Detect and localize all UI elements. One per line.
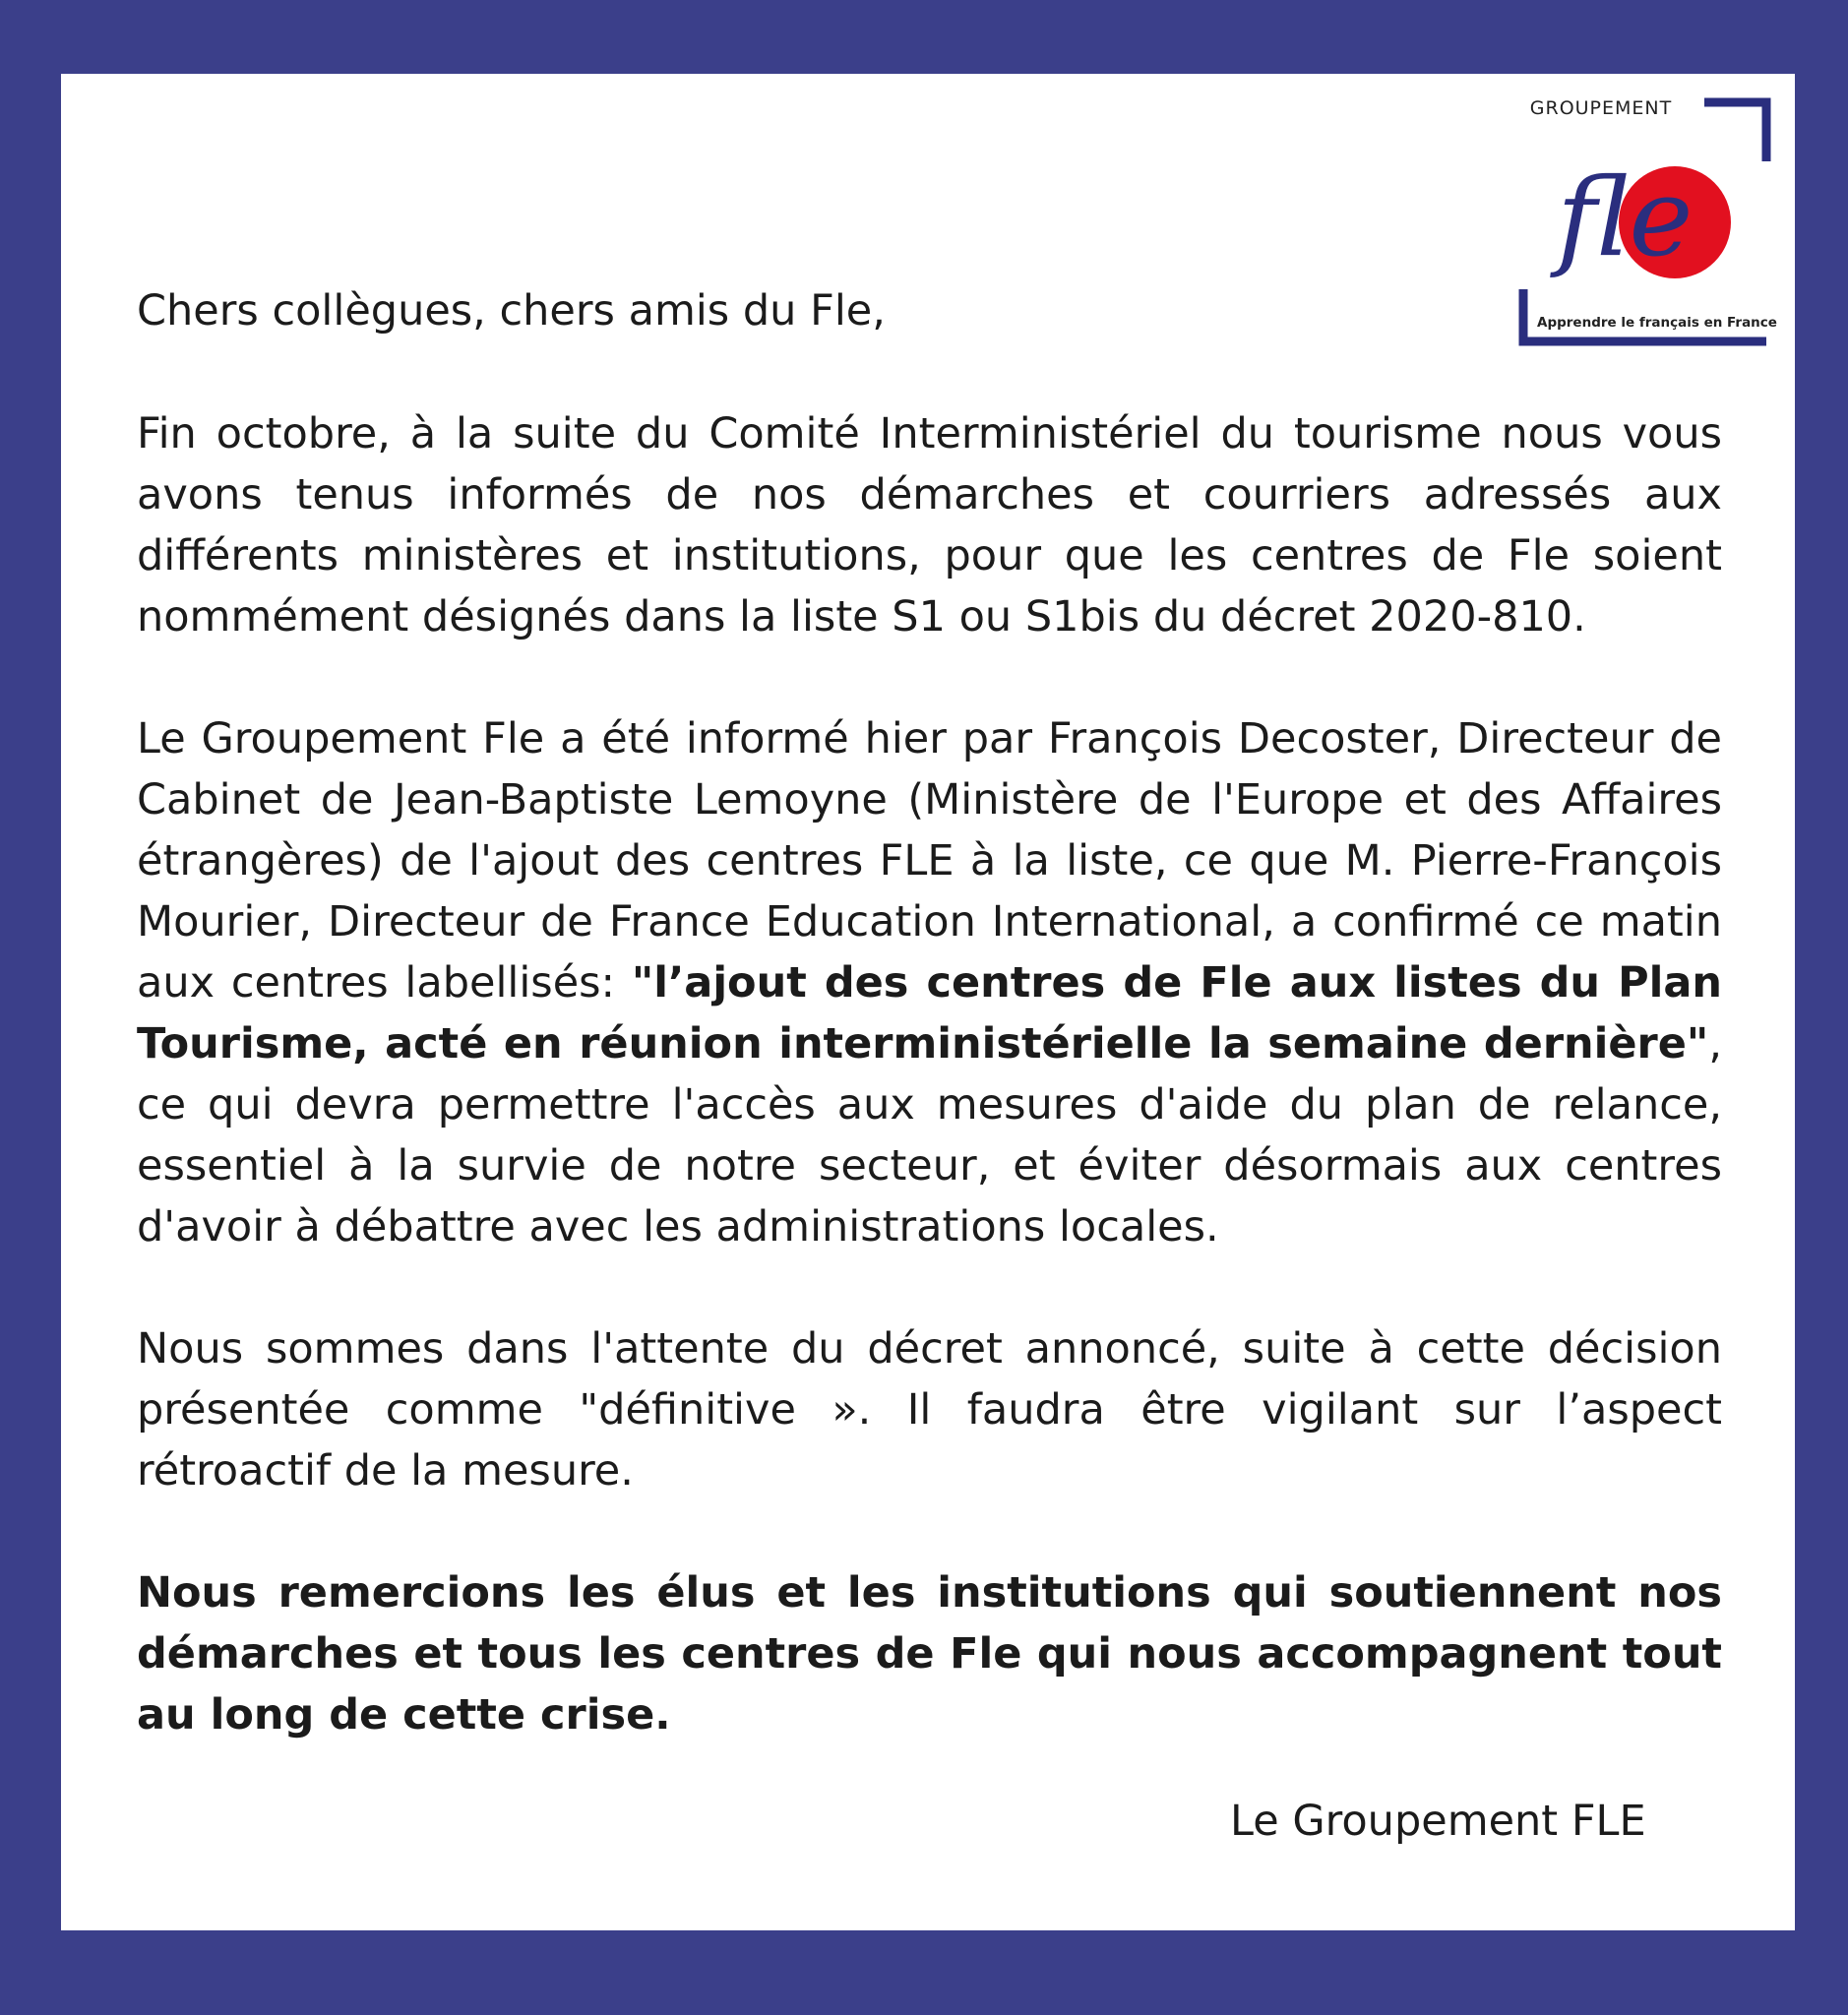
paragraph-1: Fin octobre, à la suite du Comité Interministériel du tourisme nous vous avons tenus informés de nos démarches et courriers adressés aux différents ministères et institutions, pour que les centres de Fle soient nommément désignés dans la liste S1 ou S1bis du décret 2020-810.: [137, 409, 1722, 641]
logo-wordmark: fle: [1557, 154, 1694, 280]
paragraph-3: Nous sommes dans l'attente du décret annoncé, suite à cette décision présentée comme "définitive ». Il faudra être vigilant sur l’aspect rétroactif de la mesure.: [137, 1324, 1722, 1496]
groupement-fle-logo: [1517, 97, 1777, 353]
paragraph-2: [137, 708, 1722, 1257]
paragraph-2-quote: "l’ajout des centres de Fle aux listes du Plan Tourisme, acté en réunion interministérielle la semaine dernière": [137, 958, 1722, 1069]
greeting: Chers collègues, chers amis du Fle,: [137, 286, 886, 336]
logo-top-text: GROUPEMENT: [1529, 97, 1673, 119]
paragraph-2-end: , ce qui devra permettre l'accès aux mesures d'aide du plan de relance, essentiel à la survie de notre secteur, et éviter désormais aux centres d'avoir à débattre avec les administrations locales.: [137, 1019, 1722, 1252]
paragraph-2-start: Le Groupement Fle a été informé hier par François Decoster, Directeur de Cabinet de Jean-Baptiste Lemoyne (Ministère de l'Europe et des Affaires étrangères) de l'ajout des centres FLE à la liste, ce que M. Pierre-François Mourier, Directeur de France Education International, a confirmé ce matin aux centres labellisés:: [137, 714, 1722, 1008]
signature: Le Groupement FLE: [1230, 1797, 1646, 1846]
paragraph-4-thanks: Nous remercions les élus et les institutions qui soutiennent nos démarches et tous les centres de Fle qui nous accompagnent tout au long de cette crise.: [137, 1568, 1722, 1740]
logo-tagline: Apprendre le français en France: [1537, 315, 1777, 331]
letter-card: [61, 74, 1795, 1930]
